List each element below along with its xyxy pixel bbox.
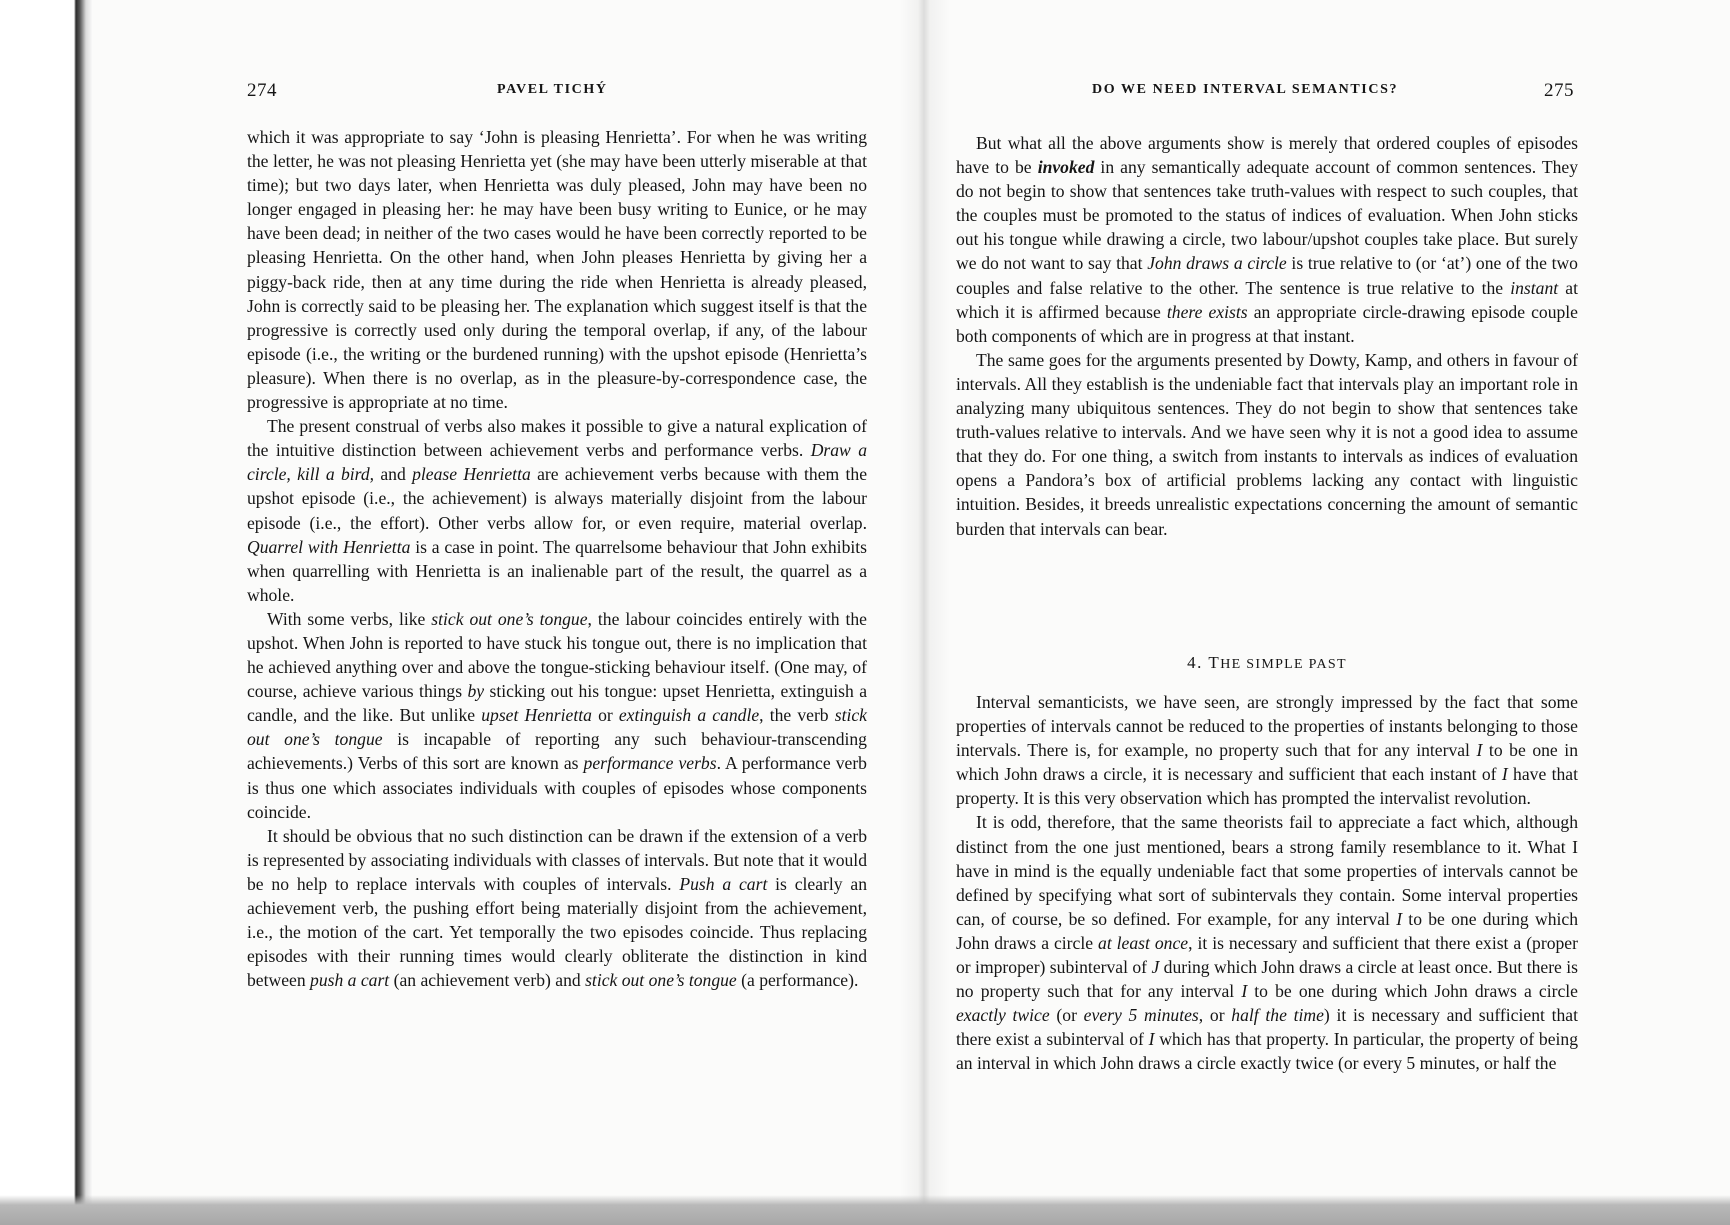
text-run: to be one during which John draws a circle bbox=[956, 908, 1578, 953]
italic-run: I bbox=[1148, 1029, 1155, 1050]
text-run: sticking out his tongue: upset Henrietta, extinguish a candle, and the like. But unlike bbox=[247, 681, 867, 726]
text-run: which it was appropriate to say ‘John is pleasing Henrietta’. For when he was writing the letter, he was not pleasing Henrietta yet (she may have been utterly miserable at that time); but two days later, when Henrietta was duly pleased, John may have been no longer engaged in pleasing her: he may have been busy writing to Eunice, or he may have been dead; in neither of the two cases would he have been correctly reported to be pleasing Henrietta. On the other hand, when John pleases Henrietta by giving her a piggy-back ride, then at any time during the ride when Henrietta is already pleased, John is correctly said to be pleasing her. The explanation which suggest itself is that the progressive is correctly used only during the temporal overlap, if any, of the labour episode (i.e., the writing or the burdened running) with the upshot episode (Henrietta’s pleasure). When there is no overlap, as in the pleasure-by-correspondence case, the progressive is appropriate at no time. bbox=[247, 127, 867, 413]
italic-run: every 5 minutes bbox=[1083, 1005, 1199, 1026]
italic-run: Push a cart bbox=[679, 873, 768, 894]
text-run: (a performance). bbox=[736, 970, 859, 991]
book-gutter bbox=[900, 0, 950, 1225]
italic-run: John draws a circle bbox=[1147, 253, 1287, 274]
text-run: is clearly an achievement verb, the pushing effort being materially disjoint from the achievement, i.e., the motion of the cart. Yet temporally the two episodes coincide. Thus replacing episodes with their running times would clearly obliterate the distinction in kind between bbox=[247, 873, 867, 991]
text-run: are achievement verbs because with them the upshot episode (i.e., the achievement) is always materially disjoint from the labour episode (i.e., the effort). Other verbs allow for, or even require, material overlap. bbox=[247, 464, 867, 533]
text-run: , the labour coincides entirely with the upshot. When John is reported to have stuck his tongue out, there is no implication that he achieved anything over and above the tongue-sticking behaviour itself. (One may, of course, achieve various things bbox=[247, 608, 867, 702]
text-run: is incapable of reporting any such behaviour-transcending achievements.) Verbs of this sort are known as bbox=[247, 729, 867, 774]
section-title-rest: HE SIMPLE PAST bbox=[1220, 657, 1347, 672]
italic-run: I bbox=[1396, 908, 1403, 929]
text-run: and bbox=[374, 464, 413, 485]
text-run: , or bbox=[1198, 1005, 1232, 1026]
italic-run: Quarrel with Henrietta bbox=[247, 536, 411, 557]
text-run: (or bbox=[1049, 1005, 1084, 1026]
text-run: , the verb bbox=[759, 705, 835, 726]
italic-run: performance verbs bbox=[583, 753, 717, 774]
italic-run: I bbox=[1501, 764, 1508, 785]
left-page bbox=[92, 0, 900, 1195]
text-run: to be one in which John draws a circle, it is necessary and sufficient that each instant of bbox=[956, 740, 1578, 785]
paragraph bbox=[247, 824, 867, 993]
page-number: 274 bbox=[247, 80, 277, 101]
paragraph bbox=[247, 414, 867, 607]
paragraph bbox=[956, 348, 1578, 541]
italic-run: half the time bbox=[1231, 1005, 1324, 1026]
text-run: an appropriate circle-drawing episode couple both components of which are in progress at that instant. bbox=[956, 301, 1578, 346]
text-run: in any semantically adequate account of common sentences. They do not begin to show that sentences take truth-values with respect to such couples, that the couples must be promoted to the status of indices of evaluation. When John sticks out his tongue while drawing a circle, two labour/upshot couples take place. But surely we do not want to say that bbox=[956, 157, 1578, 274]
text-run: It is odd, therefore, that the same theorists fail to appreciate a fact which, although distinct from the one just mentioned, bears a strong family resemblance to it. What I have in mind is the equally undeniable fact that some properties of intervals cannot be defined by specifying what sort of subintervals they contain. Some interval properties can, of course, be so defined. For example, for any interval bbox=[956, 812, 1578, 929]
italic-run: at least once bbox=[1098, 932, 1189, 953]
text-run: It should be obvious that no such distinction can be drawn if the extension of a verb is represented by associating individuals with classes of intervals. But note that it would be no help to replace intervals with couples of intervals. bbox=[247, 825, 867, 894]
left-page-body bbox=[247, 125, 867, 992]
right-page bbox=[950, 0, 1730, 1195]
italic-run: J bbox=[1151, 957, 1160, 978]
text-run: , it is necessary and sufficient that there exist a (proper or improper) subinterval of bbox=[956, 932, 1578, 978]
italic-run: extinguish a candle bbox=[618, 705, 760, 726]
italic-run: instant bbox=[1510, 277, 1559, 298]
text-run: ) it is necessary and sufficient that there exist a subinterval of bbox=[956, 1005, 1578, 1050]
italic-run: stick out one’s tongue bbox=[247, 705, 867, 750]
italic-run: there exists bbox=[1166, 301, 1248, 322]
right-page-body-bottom bbox=[956, 690, 1578, 1076]
text-run: . A performance verb is thus one which associates individuals with couples of episodes whose components coincide. bbox=[247, 753, 867, 822]
text-run: or bbox=[591, 705, 619, 726]
italic-run: stick out one’s tongue bbox=[431, 608, 588, 629]
text-run: With some verbs, like bbox=[267, 608, 432, 629]
binding-edge bbox=[0, 0, 92, 1225]
italic-run: stick out one’s tongue bbox=[585, 970, 737, 991]
paragraph bbox=[247, 607, 867, 824]
text-run: during which John draws a circle at least once. But there is no property such that for any interval bbox=[956, 957, 1579, 1002]
text-run: at which it is affirmed because bbox=[956, 277, 1578, 322]
italic-run: by bbox=[467, 681, 485, 702]
paragraph bbox=[956, 810, 1578, 1075]
italic-run: push a cart bbox=[310, 970, 390, 991]
paragraph bbox=[956, 131, 1578, 348]
section-heading bbox=[956, 653, 1578, 673]
running-head: PAVEL TICHÝ bbox=[497, 82, 608, 97]
text-run: The present construal of verbs also makes it possible to give a natural explication of the intuitive distinction between achievement verbs and performance verbs. bbox=[247, 416, 867, 461]
text-run: is a case in point. The quarrelsome behaviour that John exhibits when quarrelling with Henrietta is an inalienable part of the result, the quarrel as a whole. bbox=[247, 536, 867, 605]
text-run: which has that property. In particular, the property of being an interval in which John draws a circle exactly twice (or every 5 minutes, or half the bbox=[956, 1029, 1578, 1074]
running-head: DO WE NEED INTERVAL SEMANTICS? bbox=[1092, 82, 1399, 97]
paragraph bbox=[247, 125, 867, 414]
text-run: Interval semanticists, we have seen, are strongly impressed by the fact that some properties of intervals cannot be reduced to the properties of instants belonging to those intervals. There is, for example, no property such that for any interval bbox=[956, 692, 1578, 761]
text-run: (an achievement verb) and bbox=[389, 970, 586, 991]
scanner-shadow bbox=[0, 1195, 1730, 1225]
italic-run: invoked bbox=[1037, 157, 1095, 178]
paragraph bbox=[956, 690, 1578, 810]
section-number: 4. bbox=[1187, 653, 1203, 672]
right-page-body-top bbox=[956, 131, 1578, 541]
italic-run: exactly twice bbox=[956, 1005, 1050, 1026]
italic-run: upset Henrietta bbox=[481, 705, 592, 726]
italic-run: please Henrietta bbox=[412, 464, 531, 485]
italic-run: Draw a circle, kill a bird, bbox=[247, 440, 867, 485]
text-run: is true relative to (or ‘at’) one of the two couples and false relative to the other. The sentence is true relative to the bbox=[956, 253, 1578, 298]
page-number: 275 bbox=[1544, 80, 1574, 101]
text-run: The same goes for the arguments presented by Dowty, Kamp, and others in favour of intervals. All they establish is the undeniable fact that intervals play an important role in analyzing many ubiquitous sentences. They do not begin to show that sentences take truth-values relative to intervals. And we have seen why it is not a good idea to assume that they do. For one thing, a switch from instants to intervals as indices of evaluation opens a Pandora’s box of artificial problems lacking any contact with linguistic intuition. Besides, it breeds unrealistic expectations concerning the amount of semantic burden that intervals can bear. bbox=[956, 349, 1578, 539]
text-run: But what all the above arguments show is merely that ordered couples of episodes have to be bbox=[956, 133, 1578, 178]
italic-run: I bbox=[1476, 740, 1483, 761]
section-title-first: T bbox=[1208, 653, 1221, 672]
text-run: to be one during which John draws a circle bbox=[1247, 981, 1578, 1002]
text-run: have that property. It is this very observation which has prompted the intervalist revolution. bbox=[956, 764, 1578, 809]
italic-run: I bbox=[1241, 981, 1248, 1002]
